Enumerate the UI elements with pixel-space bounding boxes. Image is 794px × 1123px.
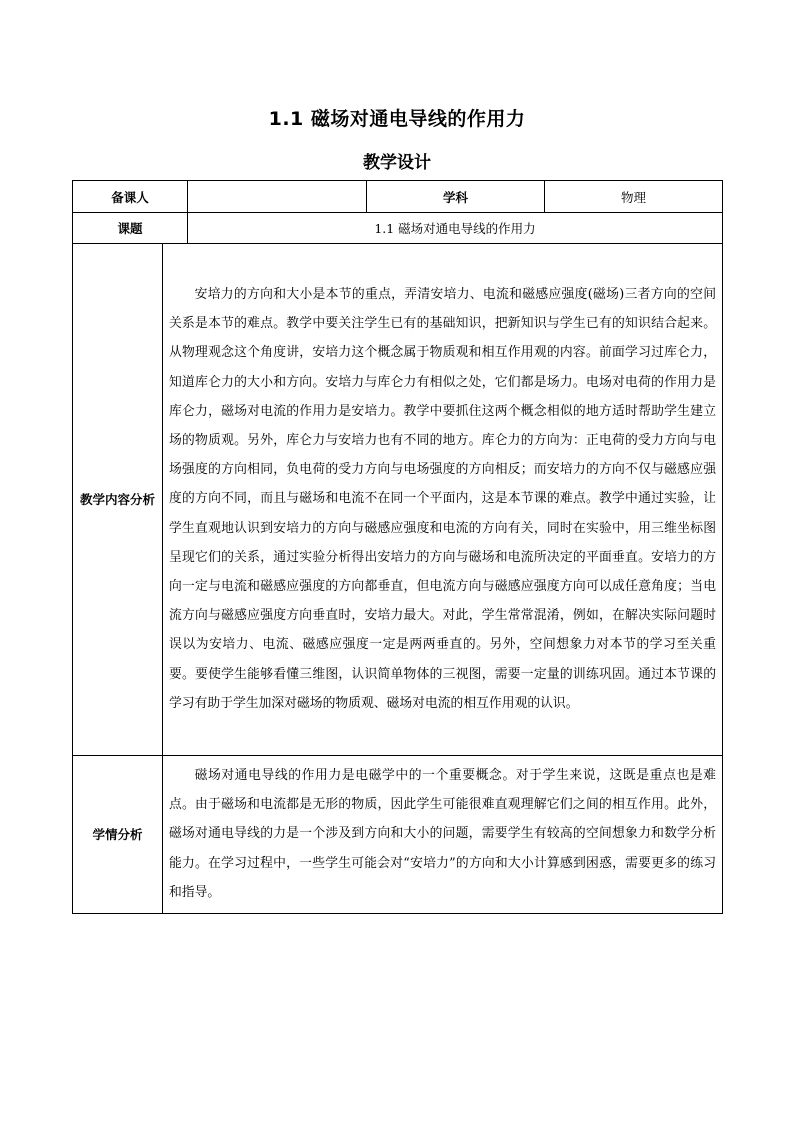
content-analysis-label: 教学内容分析 [73, 244, 163, 756]
table-row-content-analysis [73, 244, 723, 756]
learner-analysis-label: 学情分析 [73, 756, 163, 914]
table-row-topic [73, 213, 723, 244]
subject-value: 物理 [545, 181, 723, 213]
content-analysis-text: 安培力的方向和大小是本节的重点，弄清安培力、电流和磁感应强度(磁场)三者方向的空间关系是本节的难点。教学中要关注学生已有的基础知识，把新知识与学生已有的知识结合起来。从物理观念这个角度讲，安培力这个概念属于物质观和相互作用观的内容。前面学习过库仑力，知道库仑力的大小和方向。安培力与库仑力有相似之处，它们都是场力。电场对电荷的作用力是库仑力，磁场对电流的作用力是安培力。教学中要抓住这两个概念相似的地方适时帮助学生建立场的物质观。另外，库仑力与安培力也有不同的地方。库仑力的方向为：正电荷的受力方向与电场强度的方向相同，负电荷的受力方向与电场强度的方向相反；而安培力的方向不仅与磁感应强度的方向不同，而且与磁场和电流不在同一个平面内，这是本节课的难点。教学中通过实验，让学生直观地认识到安培力的方向与磁感应强度和电流的方向有关，同时在实验中，用三维坐标图呈现它们的关系，通过实验分析得出安培力的方向与磁场和电流所决定的平面垂直。安培力的方向一定与电流和磁感应强度的方向都垂直，但电流方向与磁感应强度方向可以成任意角度；当电流方向与磁感应强度方向垂直时，安培力最大。对此，学生常常混淆，例如，在解决实际问题时误以为安培力、电流、磁感应强度一定是两两垂直的。另外，空间想象力对本节的学习至关重要。要使学生能够看懂三维图，认识简单物体的三视图，需要一定量的训练巩固。通过本节课的学习有助于学生加深对磁场的物质观、磁场对电流的相互作用观的认识。 [169, 286, 717, 711]
table-row-learner-analysis [73, 756, 723, 914]
document-subtitle: 教学设计 [363, 153, 431, 173]
preparer-label: 备课人 [73, 181, 188, 213]
topic-value: 1.1 磁场对通电导线的作用力 [188, 213, 723, 244]
table-row-preparer [73, 181, 723, 213]
topic-label: 课题 [73, 213, 188, 244]
document-title: 1.1 磁场对通电导线的作用力 [268, 108, 526, 130]
learner-analysis-text: 磁场对通电导线的作用力是电磁学中的一个重要概念。对于学生来说，这既是重点也是难点。由于磁场和电流都是无形的物质，因此学生可能很难直观理解它们之间的相互作用。此外，磁场对通电导线的力是一个涉及到方向和大小的问题，需要学生有较高的空间想象力和数学分析能力。在学习过程中，一些学生可能会对“安培力”的方向和大小计算感到困惑，需要更多的练习和指导。 [169, 767, 717, 900]
lesson-plan-table [72, 180, 723, 914]
content-analysis-cell [163, 244, 723, 756]
subject-label: 学科 [367, 181, 545, 213]
preparer-value [188, 181, 367, 213]
learner-analysis-cell [163, 756, 723, 914]
